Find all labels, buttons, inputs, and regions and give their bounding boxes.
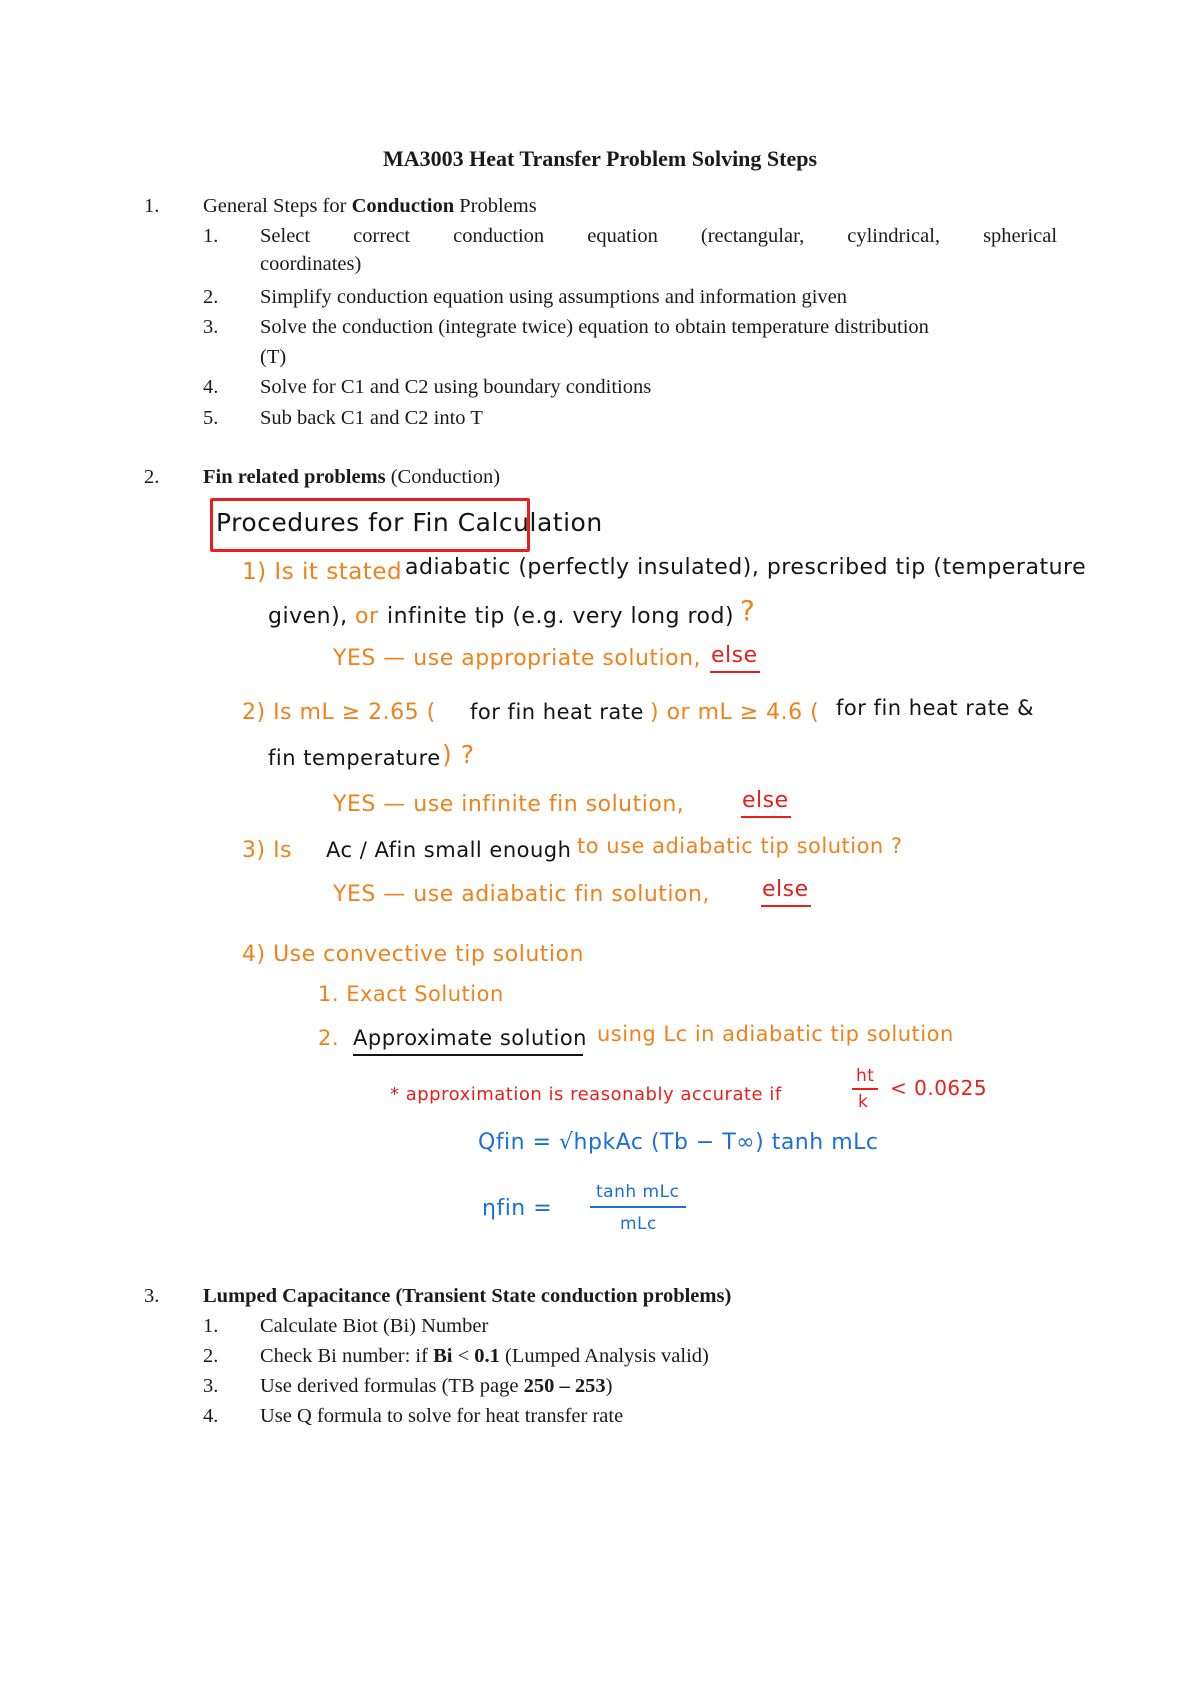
procedures-box-title: Procedures for Fin Calculation (216, 508, 603, 537)
q-fin-formula: Qfin = √hpkAc (Tb − T∞) tanh mLc (478, 1130, 879, 1155)
s1-item-3-line-2: (T) (260, 346, 287, 368)
q1-options: adiabatic (perfectly insulated), prescribed tip (temperature (405, 555, 1087, 580)
q4-text: 4) Use convective tip solution (242, 942, 584, 967)
s3-item-4-number: 4. (203, 1405, 219, 1427)
s3-item-2-bi: Bi (433, 1345, 453, 1367)
word: conduction (453, 225, 545, 247)
approx-frac-bar (852, 1088, 878, 1090)
approx-frac-num: ht (856, 1066, 875, 1086)
section-1-heading (203, 193, 537, 219)
page-title: MA3003 Heat Transfer Problem Solving Steps (382, 146, 818, 171)
a2-else-underline (741, 816, 791, 818)
s3-item-2-threshold: 0.1 (474, 1345, 500, 1367)
s1-item-1-number: 1. (203, 225, 219, 247)
section-3-heading (203, 1283, 731, 1309)
s1-item-2-text: Simplify conduction equation using assumptions and information given (260, 286, 848, 308)
q1-given: given), (268, 604, 348, 629)
section-2-number: 2. (144, 466, 160, 488)
s3-item-3-text (260, 1373, 612, 1399)
a3-else-underline (761, 905, 811, 907)
eta-fin-lhs: ηfin = (482, 1196, 553, 1221)
q3-question: to use adiabatic tip solution ? (577, 834, 903, 858)
word: cylindrical, (847, 225, 941, 247)
s1-item-4-number: 4. (203, 376, 219, 398)
a3-text: YES — use adiabatic fin solution, (333, 882, 710, 907)
s1-item-2-number: 2. (203, 286, 219, 308)
eta-fin-numerator: tanh mLc (596, 1182, 680, 1202)
q1-infinite-tip: infinite tip (e.g. very long rod) (387, 604, 735, 629)
s3-item-3-pre: Use derived formulas (TB page (260, 1375, 524, 1397)
q4-using-lc: using Lc in adiabatic tip solution (597, 1022, 954, 1046)
section-2-heading-bold: Fin related problems (203, 466, 386, 488)
approximate-underline (353, 1054, 583, 1056)
s1-item-4-text: Solve for C1 and C2 using boundary conditions (260, 376, 652, 398)
q4-item-2-number: 2. (318, 1026, 340, 1050)
a1-text: YES — use appropriate solution, (333, 646, 702, 671)
s1-item-5-text: Sub back C1 and C2 into T (260, 407, 483, 429)
s1-item-5-number: 5. (203, 407, 219, 429)
s1-item-1-line-2: coordinates) (260, 253, 362, 275)
s1-item-1-line-1 (260, 223, 1057, 249)
word: spherical (983, 225, 1058, 247)
s3-item-1-text: Calculate Biot (Bi) Number (260, 1315, 489, 1337)
q4-exact-solution: 1. Exact Solution (318, 982, 504, 1006)
s3-item-3-pages: 250 – 253 (523, 1375, 606, 1397)
word: equation (587, 225, 658, 247)
section-1-number: 1. (144, 195, 160, 217)
q2-fin-heat-rate: for fin heat rate (470, 700, 644, 724)
q1-question-mark: ? (740, 594, 756, 627)
s3-item-2-post: (Lumped Analysis valid) (499, 1345, 709, 1367)
s3-item-2-mid: < (452, 1345, 475, 1367)
section-2-heading (203, 464, 500, 490)
q2-fin-temperature: fin temperature (268, 746, 441, 770)
s3-item-2-pre: Check Bi number: if (260, 1345, 434, 1367)
word: (rectangular, (700, 225, 805, 247)
q2-prefix: 2) Is mL ≥ 2.65 ( (242, 700, 436, 725)
section-3-heading-bold: Lumped Capacitance (Transient State conduction problems) (203, 1285, 732, 1307)
a1-else: else (711, 643, 758, 668)
s3-item-3-number: 3. (203, 1375, 219, 1397)
word: correct (353, 225, 411, 247)
q2-fin-heat-rate-2: for fin heat rate & (836, 696, 1034, 720)
q1-prefix: 1) Is it stated (242, 559, 403, 585)
q4-approximate-solution: Approximate solution (353, 1026, 587, 1050)
section-1-heading-bold: Conduction (351, 195, 455, 217)
s1-item-3-number: 3. (203, 316, 219, 338)
s3-item-2-text (260, 1343, 709, 1369)
approx-frac-den: k (858, 1092, 869, 1112)
s3-item-4-text: Use Q formula to solve for heat transfer rate (260, 1405, 624, 1427)
section-1-heading-post: Problems (454, 195, 537, 217)
a2-text: YES — use infinite fin solution, (333, 792, 685, 817)
s1-item-3-line-1: Solve the conduction (integrate twice) equation to obtain temperature distribution (260, 316, 929, 338)
q3-ac-afin: Ac / Afin small enough (326, 838, 572, 862)
eta-fin-denominator: mLc (620, 1214, 657, 1234)
a2-else: else (742, 788, 789, 813)
q1-or: or (355, 604, 379, 629)
word: Select (260, 225, 311, 247)
q3-prefix: 3) Is (242, 838, 293, 863)
s3-item-3-post: ) (605, 1375, 613, 1397)
approx-value: < 0.0625 (890, 1076, 988, 1100)
s3-item-1-number: 1. (203, 1315, 219, 1337)
section-3-number: 3. (144, 1285, 160, 1307)
a3-else: else (762, 877, 809, 902)
section-2-heading-post: (Conduction) (385, 466, 501, 488)
q2-or-mid: ) or mL ≥ 4.6 ( (650, 700, 820, 725)
s3-item-2-number: 2. (203, 1345, 219, 1367)
approx-note: * approximation is reasonably accurate if (390, 1084, 782, 1105)
a1-else-underline (710, 671, 760, 673)
q2-close: ) ? (442, 740, 475, 769)
section-1-heading-pre: General Steps for (203, 195, 352, 217)
eta-fin-bar (590, 1206, 686, 1208)
